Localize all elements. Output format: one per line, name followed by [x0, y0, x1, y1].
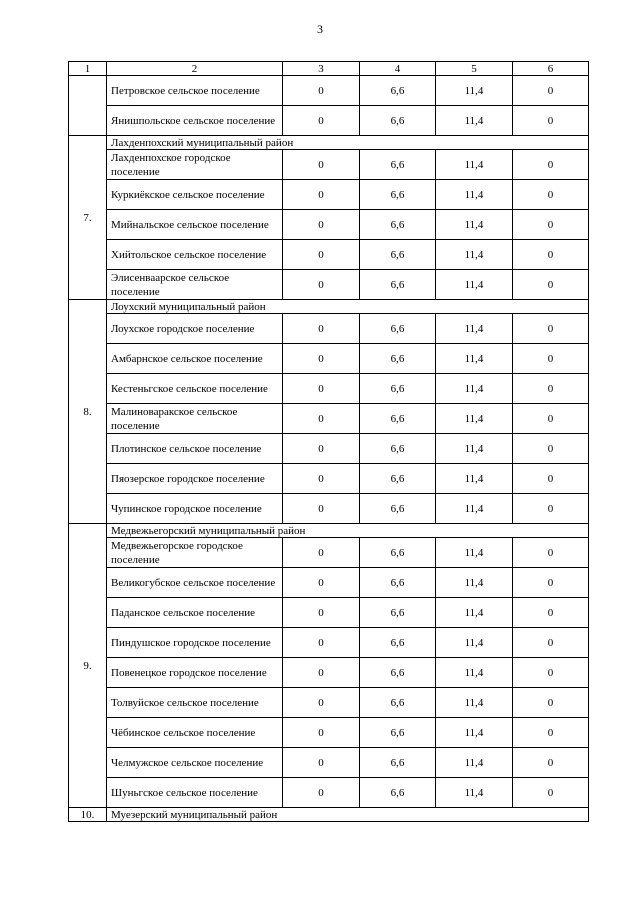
value-col5: 11,4: [436, 748, 513, 778]
table-row: [69, 374, 589, 404]
value-col3: 0: [283, 404, 360, 434]
value-col5: 11,4: [436, 598, 513, 628]
value-col5: 11,4: [436, 270, 513, 300]
table-row: [69, 464, 589, 494]
table-row: [69, 688, 589, 718]
value-col4: 6,6: [360, 76, 436, 106]
value-col5: 11,4: [436, 210, 513, 240]
value-col3: 0: [283, 240, 360, 270]
value-col6: 0: [513, 434, 589, 464]
settlement-name: Лахденпохское городское поселение: [107, 150, 283, 180]
value-col4: 6,6: [360, 628, 436, 658]
settlement-name: Повенецкое городское поселение: [107, 658, 283, 688]
value-col4: 6,6: [360, 180, 436, 210]
settlement-name: Великогубское сельское поселение: [107, 568, 283, 598]
value-col6: 0: [513, 658, 589, 688]
value-col6: 0: [513, 314, 589, 344]
group-number: 10.: [69, 808, 107, 822]
value-col3: 0: [283, 568, 360, 598]
settlement-name: Челмужское сельское поселение: [107, 748, 283, 778]
value-col4: 6,6: [360, 658, 436, 688]
table-row: [69, 210, 589, 240]
value-col3: 0: [283, 494, 360, 524]
value-col6: 0: [513, 240, 589, 270]
table-row: [69, 658, 589, 688]
settlement-name: Чупинское городское поселение: [107, 494, 283, 524]
value-col3: 0: [283, 270, 360, 300]
value-col6: 0: [513, 628, 589, 658]
group-number: 7.: [69, 136, 107, 300]
value-col3: 0: [283, 210, 360, 240]
value-col4: 6,6: [360, 314, 436, 344]
table-row: [69, 344, 589, 374]
value-col4: 6,6: [360, 434, 436, 464]
value-col5: 11,4: [436, 494, 513, 524]
value-col4: 6,6: [360, 494, 436, 524]
group-number: [69, 76, 107, 136]
value-col6: 0: [513, 210, 589, 240]
value-col5: 11,4: [436, 688, 513, 718]
value-col3: 0: [283, 688, 360, 718]
value-col6: 0: [513, 374, 589, 404]
table-row: [69, 778, 589, 808]
value-col5: 11,4: [436, 314, 513, 344]
value-col3: 0: [283, 538, 360, 568]
value-col4: 6,6: [360, 688, 436, 718]
value-col3: 0: [283, 778, 360, 808]
value-col3: 0: [283, 748, 360, 778]
table-row: [69, 106, 589, 136]
page-number: 3: [317, 22, 323, 36]
value-col4: 6,6: [360, 374, 436, 404]
value-col3: 0: [283, 374, 360, 404]
district-row: [69, 300, 589, 314]
header-cell-4: 4: [360, 62, 436, 76]
table-row: [69, 568, 589, 598]
value-col3: 0: [283, 718, 360, 748]
value-col5: 11,4: [436, 240, 513, 270]
table-row: [69, 180, 589, 210]
value-col5: 11,4: [436, 404, 513, 434]
district-name: Лоухский муниципальный район: [107, 300, 589, 314]
settlement-name: Чёбинское сельское поселение: [107, 718, 283, 748]
settlement-name: Элисенваарское сельское поселение: [107, 270, 283, 300]
group-number: 8.: [69, 300, 107, 524]
settlement-name: Кестеньгское сельское поселение: [107, 374, 283, 404]
table-row: [69, 434, 589, 464]
table-row: [69, 404, 589, 434]
value-col5: 11,4: [436, 568, 513, 598]
value-col6: 0: [513, 598, 589, 628]
district-row: [69, 808, 589, 822]
value-col4: 6,6: [360, 748, 436, 778]
value-col4: 6,6: [360, 150, 436, 180]
value-col3: 0: [283, 314, 360, 344]
value-col4: 6,6: [360, 538, 436, 568]
value-col5: 11,4: [436, 538, 513, 568]
value-col5: 11,4: [436, 180, 513, 210]
value-col5: 11,4: [436, 718, 513, 748]
district-row: [69, 524, 589, 538]
value-col4: 6,6: [360, 240, 436, 270]
settlement-name: Шуньгское сельское поселение: [107, 778, 283, 808]
settlement-name: Паданское сельское поселение: [107, 598, 283, 628]
value-col4: 6,6: [360, 568, 436, 598]
value-col6: 0: [513, 748, 589, 778]
value-col4: 6,6: [360, 210, 436, 240]
district-name: Медвежьегорский муниципальный район: [107, 524, 589, 538]
value-col5: 11,4: [436, 464, 513, 494]
settlement-name: Амбарнское сельское поселение: [107, 344, 283, 374]
value-col6: 0: [513, 568, 589, 598]
header-cell-5: 5: [436, 62, 513, 76]
value-col6: 0: [513, 494, 589, 524]
settlement-name: Малиноваракское сельское поселение: [107, 404, 283, 434]
district-name: Лахденпохский муниципальный район: [107, 136, 589, 150]
value-col6: 0: [513, 688, 589, 718]
value-col4: 6,6: [360, 106, 436, 136]
value-col5: 11,4: [436, 106, 513, 136]
settlement-name: Янишпольское сельское поселение: [107, 106, 283, 136]
table-row: [69, 240, 589, 270]
value-col6: 0: [513, 270, 589, 300]
value-col3: 0: [283, 106, 360, 136]
table-row: [69, 314, 589, 344]
value-col3: 0: [283, 344, 360, 374]
value-col4: 6,6: [360, 464, 436, 494]
value-col6: 0: [513, 150, 589, 180]
value-col3: 0: [283, 150, 360, 180]
value-col3: 0: [283, 628, 360, 658]
value-col6: 0: [513, 344, 589, 374]
table-row: [69, 76, 589, 106]
value-col4: 6,6: [360, 404, 436, 434]
value-col6: 0: [513, 718, 589, 748]
settlement-name: Лоухское городское поселение: [107, 314, 283, 344]
settlement-name: Хийтольское сельское поселение: [107, 240, 283, 270]
settlement-name: Куркиёкское сельское поселение: [107, 180, 283, 210]
value-col3: 0: [283, 464, 360, 494]
value-col5: 11,4: [436, 658, 513, 688]
settlement-name: Толвуйское сельское поселение: [107, 688, 283, 718]
header-row: [69, 62, 589, 76]
table-row: [69, 748, 589, 778]
value-col5: 11,4: [436, 778, 513, 808]
value-col4: 6,6: [360, 270, 436, 300]
table-row: [69, 150, 589, 180]
value-col5: 11,4: [436, 150, 513, 180]
value-col6: 0: [513, 404, 589, 434]
header-cell-1: 1: [69, 62, 107, 76]
value-col3: 0: [283, 598, 360, 628]
value-col6: 0: [513, 538, 589, 568]
header-cell-2: 2: [107, 62, 283, 76]
settlement-name: Медвежьегорское городское поселение: [107, 538, 283, 568]
value-col5: 11,4: [436, 76, 513, 106]
value-col6: 0: [513, 76, 589, 106]
settlement-name: Мийнальское сельское поселение: [107, 210, 283, 240]
value-col4: 6,6: [360, 344, 436, 374]
value-col4: 6,6: [360, 718, 436, 748]
value-col6: 0: [513, 778, 589, 808]
allocation-table: [68, 61, 589, 822]
table-row: [69, 270, 589, 300]
group-number: 9.: [69, 524, 107, 808]
value-col6: 0: [513, 464, 589, 494]
value-col4: 6,6: [360, 778, 436, 808]
settlement-name: Плотинское сельское поселение: [107, 434, 283, 464]
value-col4: 6,6: [360, 598, 436, 628]
value-col3: 0: [283, 180, 360, 210]
district-name: Муезерский муниципальный район: [107, 808, 589, 822]
header-cell-3: 3: [283, 62, 360, 76]
table-row: [69, 538, 589, 568]
header-cell-6: 6: [513, 62, 589, 76]
district-row: [69, 136, 589, 150]
value-col3: 0: [283, 658, 360, 688]
value-col6: 0: [513, 180, 589, 210]
settlement-name: Пиндушское городское поселение: [107, 628, 283, 658]
value-col5: 11,4: [436, 374, 513, 404]
value-col3: 0: [283, 76, 360, 106]
value-col5: 11,4: [436, 344, 513, 374]
value-col6: 0: [513, 106, 589, 136]
table-row: [69, 494, 589, 524]
value-col5: 11,4: [436, 628, 513, 658]
value-col5: 11,4: [436, 434, 513, 464]
table-row: [69, 628, 589, 658]
value-col3: 0: [283, 434, 360, 464]
settlement-name: Петровское сельское поселение: [107, 76, 283, 106]
table-row: [69, 598, 589, 628]
table-row: [69, 718, 589, 748]
settlement-name: Пяозерское городское поселение: [107, 464, 283, 494]
